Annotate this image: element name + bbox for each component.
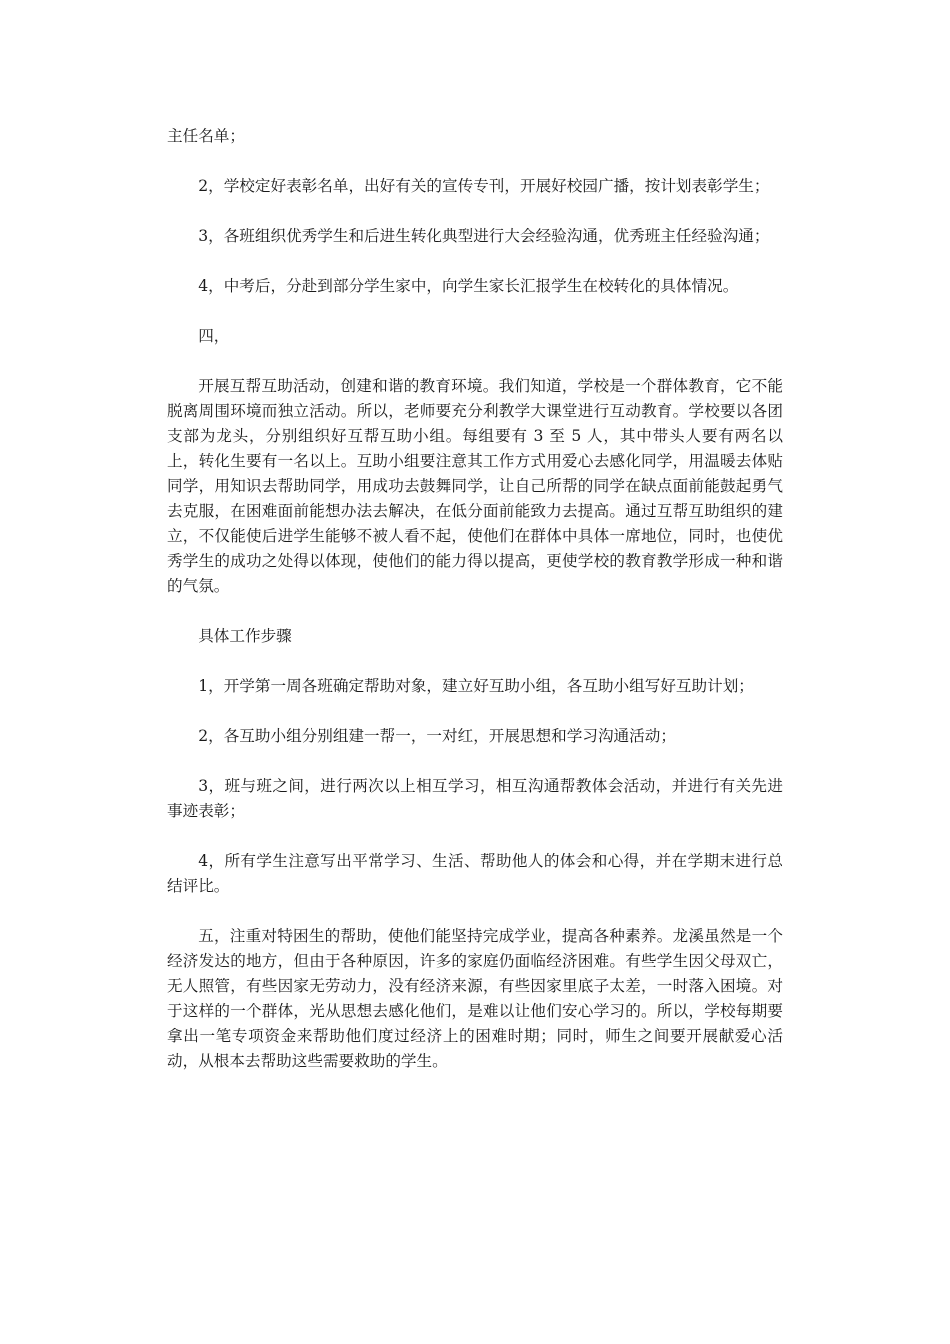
paragraph-step-2-commendation: 2，学校定好表彰名单，出好有关的宣传专刊，开展好校园广播，按计划表彰学生； bbox=[198, 177, 770, 195]
paragraph-step-3-experience-exchange: 3，各班组织优秀学生和后进生转化典型进行大会经验沟通，优秀班主任经验沟通； bbox=[198, 227, 770, 245]
paragraph-work-step-4: 4，所有学生注意写出平常学习、生活、帮助他人的体会和心得，并在学期末进行总结评比。 bbox=[167, 852, 783, 895]
paragraph-list-continuation: 主任名单； bbox=[167, 127, 245, 145]
paragraph-work-step-2: 2，各互助小组分别组建一帮一，一对红，开展思想和学习沟通活动； bbox=[198, 727, 676, 745]
subheading-work-steps: 具体工作步骤 bbox=[198, 627, 292, 645]
paragraph-mutual-help-activities: 开展互帮互助活动，创建和谐的教育环境。我们知道，学校是一个群体教育，它不能脱离周围环境而独立活动。所以，老师要充分利教学大课堂进行互动教育。学校要以各团支部为龙头，分别组织好互帮互助小组。每组要有 3 至 5 人，其中带头人要有两名以上，转化生要有一名以上。互助小组要注意其工作方式用爱心去感化同学，用温暖去体贴同学，用知识去帮助同学，用成功去鼓舞同学，让自己所帮的同学在缺点面前能鼓起勇气去克服，在困难面前能想办法去解决，在低分面前能致力去提高。通过互帮互助组织的建立，不仅能使后进学生能够不被人看不起，使他们在群体中具体一席地位，同时，也使优秀学生的成功之处得以体现，使他们的能力得以提高，更使学校的教育教学形成一种和谐的气氛。 bbox=[167, 377, 783, 595]
document-page bbox=[167, 124, 783, 1099]
paragraph-section-five-needy-students: 五，注重对特困生的帮助，使他们能坚持完成学业，提高各种素养。龙溪虽然是一个经济发达的地方，但由于各种原因，许多的家庭仍面临经济困难。有些学生因父母双亡，无人照管，有些因家无劳动力，没有经济来源，有些因家里底子太差，一时落入困境。对于这样的一个群体，光从思想去感化他们，是难以让他们安心学习的。所以，学校每期要拿出一笔专项资金来帮助他们度过经济上的困难时期；同时，师生之间要开展献爱心活动，从根本去帮助这些需要救助的学生。 bbox=[167, 927, 783, 1070]
section-heading-four: 四， bbox=[198, 327, 230, 345]
paragraph-step-4-home-visits: 4，中考后，分赴到部分学生家中，向学生家长汇报学生在校转化的具体情况。 bbox=[198, 277, 739, 295]
paragraph-work-step-1: 1，开学第一周各班确定帮助对象，建立好互助小组，各互助小组写好互助计划； bbox=[198, 677, 754, 695]
paragraph-work-step-3: 3，班与班之间，进行两次以上相互学习，相互沟通帮教体会活动，并进行有关先进事迹表彰； bbox=[167, 777, 783, 820]
